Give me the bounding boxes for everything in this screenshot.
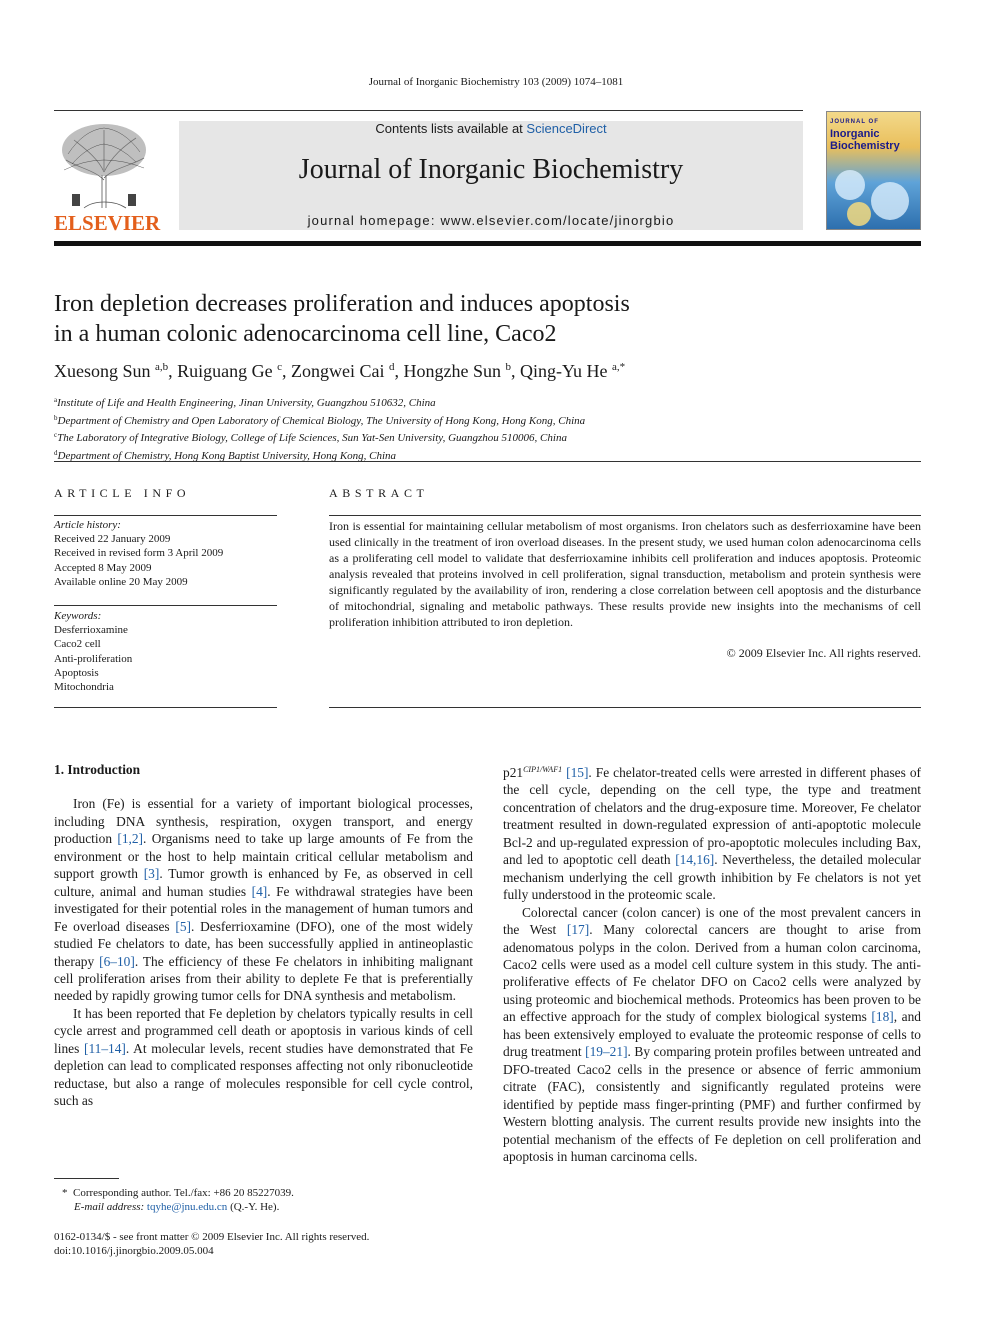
keyword: Desferrioxamine [54, 624, 128, 637]
article-info-heading: ARTICLE INFO [54, 486, 191, 500]
body-text: . At molecular levels, recent studies have demonstrated that Fe depletion can lead to complicated responses affecting not only ribonucleotide reductase, but also a range of molecules responsible for cell cycle control, such as [54, 1040, 473, 1109]
header-rule-bottom [54, 241, 921, 246]
author: Xuesong Sun $^{a,b}$, [54, 361, 178, 381]
cover-title [827, 112, 920, 152]
citation-link[interactable]: [6–10] [99, 953, 135, 969]
body-text: . Desferrioxamine (DFO), one of the most widely studied Fe chelators to date, has been successfully applied in antineoplastic therapy [54, 918, 473, 969]
elsevier-wordmark: ELSEVIER [54, 211, 161, 235]
keywords-label: Keywords: [54, 610, 102, 622]
cover-molecule-icon [835, 170, 865, 200]
intro-paragraph-3 [503, 904, 921, 1166]
abstract-end-rule [329, 707, 921, 708]
author-list [54, 361, 854, 382]
sciencedirect-link[interactable]: ScienceDirect [526, 121, 607, 136]
keyword: Caco2 cell [54, 638, 101, 651]
article-history [54, 518, 277, 589]
keywords [54, 609, 277, 694]
keyword: Mitochondria [54, 681, 114, 694]
cover-molecule-icon [871, 182, 909, 220]
body-text: Colorectal cancer (colon cancer) is one of the most prevalent cancers in the West [503, 904, 921, 938]
affiliation: $^d$Department of Chemistry, Hong Kong Baptist University, Hong Kong, China [54, 448, 397, 462]
affiliation-rule [54, 461, 921, 462]
cover-line2: Inorganic [830, 128, 880, 140]
title-line-1: Iron depletion decreases proliferation and induces apoptosis [54, 291, 630, 317]
abstract-rule [329, 515, 921, 516]
author: Zongwei Cai $^d$, [291, 361, 404, 381]
corresponding-footnote: * Corresponding author. Tel./fax: +86 20 85227039. E-mail address: tqyhe@jnu.edu.cn (Q.-Y. He). [62, 1187, 294, 1213]
citation-link[interactable]: [4] [251, 883, 268, 899]
affiliation: $^b$Department of Chemistry and Open Laboratory of Chemical Biology, The University of Hong Kong, Hong Kong, China [54, 413, 586, 427]
journal-title: Journal of Inorganic Biochemistry [298, 154, 684, 185]
elsevier-tree-icon [54, 120, 154, 212]
affiliation: $^c$The Laboratory of Integrative Biology, College of Life Sciences, Sun Yat-Sen University, Guangzhou 510006, China [54, 431, 567, 444]
keyword: Anti-proliferation [54, 652, 133, 665]
body-text: . Fe withdrawal strategies have been investigated for their potential roles in the management of human tumors and Fe overload diseases [54, 883, 473, 934]
body-left-column [54, 761, 473, 1110]
intro-heading: 1. Introduction [54, 762, 141, 777]
affiliations [54, 393, 854, 463]
body-text: . Tumor growth is enhanced by Fe, as observed in cell culture, animal and human studies [54, 866, 474, 899]
body-text: . Organisms need to take up large amounts of Fe from the environment or the host to help maintain critical cellular metabolism and support growth [54, 831, 473, 882]
article-title [54, 289, 754, 349]
citation-link[interactable]: [14,16] [675, 852, 715, 868]
keyword: Apoptosis [54, 666, 99, 679]
body-text: . By comparing protein profiles between untreated and DFO-treated Caco2 cells in the presence or absence of ferric ammonium citrate (FAC), consistently and significantly regulated proteins were identified by peptide mass finger-printing (PMF) and further confirmed by Western blotting analysis. The current results provide new insights into the potential mechanism of the effects of Fe depletion on cell proliferation and apoptosis in human carcinoma cells. [503, 1044, 921, 1164]
abstract-copyright: © 2009 Elsevier Inc. All rights reserved. [726, 646, 921, 660]
history-item: Accepted 8 May 2009 [54, 561, 152, 574]
citation-link[interactable]: [19–21] [585, 1044, 628, 1060]
citation-link[interactable]: [17] [566, 922, 590, 938]
journal-homepage[interactable]: journal homepage: www.elsevier.com/locate/jinorgbio [307, 213, 675, 228]
body-text: . The efficiency of these Fe chelators in inhibiting malignant cell proliferation arises from their ability to deplete Fe that is preferentially needed by rapidly growing tumor cells for DNA synthesis and metabolism. [54, 953, 473, 1004]
contents-prefix: Contents lists available at [375, 121, 523, 136]
footnote-star: * [62, 1187, 68, 1199]
doi[interactable]: doi:10.1016/j.jinorgbio.2009.05.004 [54, 1245, 214, 1257]
cover-molecule-icon [847, 202, 871, 226]
title-line-2: in a human colonic adenocarcinoma cell line, Caco2 [54, 321, 557, 347]
email-link[interactable]: tqyhe@jnu.edu.cn [146, 1201, 228, 1213]
body-text: . Many colorectal cancers are thought to arise from adenomatous polyps in the colon. Derived from a human colon carcinoma, Caco2 cells were used as a model cell culture system in this study. The anti-proliferative effects of Fe chelator DFO on Caco2 cells were analyzed by using proteomic and biochemical methods. Proteomics has been proven to be an effective approach for the study of complex biological systems [503, 922, 921, 1025]
body-text: It has been reported that Fe depletion by chelators typically results in cell cycle arrest and programmed cell death or apoptosis in various kinds of cell lines [54, 1005, 473, 1056]
author: Ruiguang Ge $^c$, [177, 361, 292, 381]
citation-link[interactable]: [15] [566, 765, 589, 780]
front-matter-line: 0162-0134/$ - see front matter © 2009 Elsevier Inc. All rights reserved. [54, 1231, 370, 1243]
author: Hongzhe Sun $^b$, [403, 361, 521, 381]
abstract-text: Iron is essential for maintaining cellular metabolism of most organisms. Iron chelators such as desferrioxamine have been used clinically in the treatment of iron overload diseases. In the present study, we used human colon adenocarcinoma cells as a proliferating cell model to validate that desferrioxamine inhibits cell proliferation and induces apoptosis. Proteomic analysis revealed that proteins involved in cell proliferation, signal transduction, metabolism and protein synthesis were significantly regulated by the availability of iron, rendering a close correlation between cell apoptosis and the disturbance of mitochondrial, signaling and metabolic pathways. These results provide new insights into the mechanisms of cell proliferation inhibition attributed to iron depletion. [329, 519, 921, 629]
running-head: Journal of Inorganic Biochemistry 103 (2009) 1074–1081 [368, 76, 624, 88]
body-right-column [503, 761, 921, 1165]
body-text: . Nevertheless, the detailed molecular mechanism underlying the cell growth inhibition by Fe chelators is not yet fully understood in the proteomic scale. [503, 852, 921, 903]
cover-line1: JOURNAL OF [830, 119, 879, 125]
footnote-rule [54, 1178, 119, 1179]
citation-link[interactable]: [18] [871, 1009, 894, 1025]
contents-line [179, 121, 803, 136]
body-text: Iron (Fe) is essential for a variety of important biological processes, including DNA synthesis, respiration, oxygen transport, and energy production [54, 796, 473, 847]
front-matter [54, 1230, 554, 1258]
intro-paragraph-2-continued: $p21^{CIP1/WAF1}$ [15]. Fe chelator-treated cells were arrested in different phases of the cell cycle, depending on the cell type, the type and treatment concentration of chelators and the drug-exposure time. Moreover, Fe chelator treatment resulted in down-regulated expression of anti-apoptotic molecule Bcl-2 and up-regulated expression of pro-apoptotic molecules including Bax, and led to apoptotic cell death [14,16]. Nevertheless, the detailed molecular mechanism underlying the cell growth inhibition by Fe chelators is not yet fully understood in the proteomic scale. [503, 765, 921, 903]
history-item: Received in revised form 3 April 2009 [54, 547, 224, 560]
intro-paragraph-1 [54, 795, 473, 1004]
citation-link[interactable]: [5] [175, 918, 191, 934]
citation-link[interactable]: [3] [143, 866, 160, 882]
journal-cover [826, 111, 921, 230]
history-item: Received 22 January 2009 [54, 533, 171, 546]
history-label: Article history: [54, 519, 121, 531]
abstract-heading: ABSTRACT [329, 486, 429, 500]
citation-link[interactable]: [11–14] [83, 1040, 126, 1056]
history-item: Available online 20 May 2009 [54, 575, 188, 588]
author: Qing-Yu He $^{a,*}$ [520, 361, 626, 381]
body-text: . Fe chelator-treated cells were arrested in different phases of the cell cycle, depending on the cell type, the type and treatment concentration of chelators and the drug-exposure time. Moreover, Fe chelator treatment resulted in down-regulated expression of anti-apoptotic molecule Bcl-2 and up-regulated expression of pro-apoptotic molecules including Bax, and led to apoptotic cell death [503, 765, 921, 868]
header-rule-top [54, 110, 803, 111]
cover-line3: Biochemistry [830, 140, 900, 152]
intro-paragraph-2 [54, 1005, 473, 1110]
citation-link[interactable]: [1,2] [117, 831, 144, 847]
body-text: , and has been extensively employed to evaluate the proteomic response of cells to drug treatment [503, 1009, 922, 1060]
keywords-rule [54, 707, 277, 708]
history-rule [54, 605, 277, 606]
affiliation: $^a$Institute of Life and Health Engineering, Jinan University, Guangzhou 510632, China [54, 396, 436, 409]
article-info-rule [54, 515, 277, 516]
